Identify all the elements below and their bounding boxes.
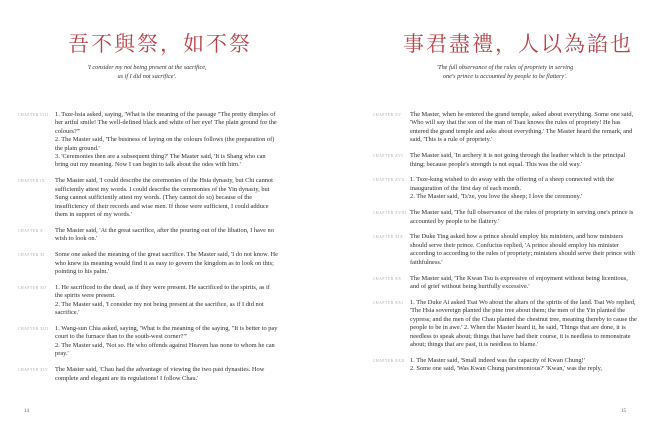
chapter-list bbox=[18, 111, 278, 390]
chapter-label: CHAPTER VIII bbox=[18, 113, 49, 117]
chapter-label: CHAPTER XVIII bbox=[373, 211, 407, 216]
heading-translation: 'I consider my not being present at the sacrifice, as if I did not sacrifice'. bbox=[87, 64, 207, 80]
chapter-entry bbox=[18, 251, 278, 276]
chapter-list bbox=[373, 111, 638, 381]
chapter-text bbox=[410, 176, 638, 201]
chapter-label: CHAPTER XIII bbox=[18, 327, 49, 332]
chapter-text bbox=[410, 233, 638, 267]
chapter-entry bbox=[373, 209, 638, 226]
page-number: 15 bbox=[621, 409, 626, 414]
verse-paragraph: 2. The Master said, 'I consider my not being present at the sacrifice, as if I did not sacrifice.' bbox=[55, 300, 264, 317]
chapter-text bbox=[55, 111, 278, 170]
chapter-text bbox=[55, 366, 278, 383]
chapter-text bbox=[410, 357, 638, 374]
chapter-label: CHAPTER XXI bbox=[373, 300, 404, 305]
verse-paragraph: 3. 'Ceremonies then are a subsequent thing?' The Master said, 'It is Shang who can bring out my meaning. Now I can begin to talk about the odes with him.' bbox=[55, 153, 266, 169]
chapter-label: CHAPTER X bbox=[18, 228, 44, 233]
page-number: 14 bbox=[24, 409, 29, 414]
chapter-label: CHAPTER XV bbox=[373, 113, 402, 117]
verse-paragraph: 2. The Master said, 'The business of laying on the colours follows (the preparation of) the plain ground.' bbox=[55, 136, 275, 152]
chapter-entry bbox=[373, 357, 638, 374]
chapter-entry bbox=[18, 111, 278, 170]
verse-paragraph: The Master said, 'In archery it is not going through the leather which is the principal thing; because people's strength is not equal. This was the old way.' bbox=[410, 152, 626, 168]
chapter-entry bbox=[18, 284, 278, 318]
chapter-label: CHAPTER XIV bbox=[18, 368, 49, 373]
chapter-text bbox=[410, 275, 638, 292]
chapter-entry bbox=[373, 176, 638, 201]
chinese-heading: 事君盡禮，人以為諂也 bbox=[403, 32, 633, 56]
verse-paragraph: 1. He sacrificed to the dead, as if they were present. He sacrificed to the spirits, as if the spirits were present. bbox=[55, 283, 270, 300]
verse-paragraph: The Master said, 'The Kwan Tsu is expressive of enjoyment without being licentious, and of grief without being hurtfully excessive.' bbox=[410, 274, 628, 290]
chapter-entry bbox=[18, 325, 278, 359]
verse-paragraph: 1. The Duke Ai asked Tsai Wo about the altars of the spirits of the land. Tsai Wo replied, 'The Hsia sovereign planted the pine tree about them; the men of the Yin planted the cypress; and the men of the Chau planted the chestnut tree, meaning thereby to cause the people to be in awe.' 2. When the Master heard it, he said, 'Things that are done, it is needless to speak about; things that have had their course, it is needless to remonstrate about; things that are past, it is needless to blame.' bbox=[410, 298, 637, 348]
chapter-label: CHAPTER XXII bbox=[373, 358, 406, 363]
chapter-label: CHAPTER XI bbox=[18, 253, 46, 258]
chapter-entry bbox=[373, 233, 638, 267]
chapter-text bbox=[55, 325, 278, 359]
right-page bbox=[325, 0, 650, 440]
chapter-entry bbox=[373, 152, 638, 169]
verse-paragraph: 1. Tsze-kung wished to do away with the offering of a sheep connected with the inauguration of the first day of each month. bbox=[410, 176, 614, 192]
chapter-text bbox=[55, 227, 278, 244]
verse-paragraph: 2. The Master said, 'Not so. He who offends against Heaven has none to whom he can pray.' bbox=[55, 341, 275, 358]
verse-paragraph: The Master said, 'The full observance of the rules of propriety in serving one's prince is accounted by people to be flattery.' bbox=[410, 209, 634, 225]
chapter-label: CHAPTER XII bbox=[18, 285, 47, 290]
chapter-entry bbox=[18, 177, 278, 219]
chapter-label: CHAPTER IX bbox=[18, 179, 46, 184]
chapter-entry bbox=[18, 227, 278, 244]
chapter-label: CHAPTER XVI bbox=[373, 154, 404, 159]
chapter-text bbox=[410, 209, 638, 226]
verse-paragraph: The Master said, 'I could describe the ceremonies of the Hsia dynasty, but Chi cannot sufficiently attest my words. I could describe the ceremonies of the Yin dynasty, but Sung cannot sufficiently attest my words. (They cannot do so) because of the insufficiency of their records and wise men. If those were sufficient, I could adduce them in support of my words.' bbox=[55, 177, 273, 218]
chapter-text bbox=[410, 152, 638, 169]
verse-paragraph: The Master, when he entered the grand temple, asked about everything. Some one said, 'Who will say that the son of the man of Tsau knows the rules of propriety! He has entered the grand temple and asks about everything.' The Master heard the remark, and said, 'This is a rule of propriety.' bbox=[410, 111, 634, 144]
chapter-entry bbox=[373, 275, 638, 292]
chapter-text bbox=[55, 177, 278, 219]
chapter-entry bbox=[373, 111, 638, 145]
chinese-heading: 吾不與祭，如不祭 bbox=[68, 32, 252, 56]
heading-translation: 'The full observance of the rules of propriety in serving one's prince is accounted by people to be flattery'. bbox=[436, 64, 574, 80]
chapter-entry bbox=[18, 366, 278, 383]
chapter-entry bbox=[373, 299, 638, 349]
verse-paragraph: 1. Wang-sun Chia asked, saying, 'What is the meaning of the saying, "It is better to pay court to the furnace than to the south-west corner?"' bbox=[55, 325, 278, 341]
chapter-text bbox=[410, 111, 638, 145]
chapter-label: CHAPTER XVII bbox=[373, 178, 406, 183]
chapter-label: CHAPTER XX bbox=[373, 276, 402, 281]
verse-paragraph: Some one asked the meaning of the great sacrifice. The Master said, 'I do not know. He who knew its meaning would find it as easy to govern the kingdom as to look on this; pointing to his palm.' bbox=[55, 251, 278, 275]
verse-paragraph: The Master said, 'Chau had the advantage of viewing the two past dynasties. How complete and elegant are its regulations! I follow Chau.' bbox=[55, 366, 265, 382]
chapter-text bbox=[55, 284, 278, 318]
verse-paragraph: The Duke Ting asked how a prince should employ his ministers, and how ministers should serve their prince. Confucius replied, 'A prince should employ his minister according to according to the rules of propriety; ministers should serve their prince with faithfulness.' bbox=[410, 233, 635, 266]
verse-paragraph: The Master said, 'At the great sacrifice, after the pouring out of the libation, I have no wish to look on.' bbox=[55, 226, 274, 243]
verse-paragraph: 2. Some one said, 'Was Kwan Chung parsimonious?' 'Kwan,' was the reply, bbox=[410, 365, 602, 373]
chapter-text bbox=[410, 299, 638, 349]
verse-paragraph: 1. The Master said, 'Small indeed was the capacity of Kwan Chung!' bbox=[410, 356, 585, 364]
chapter-label: CHAPTER XIX bbox=[373, 235, 404, 240]
verse-paragraph: 1. Tsze-hsia asked, saying, 'What is the meaning of the passage "The pretty dimples of her artful smile! The well-defined black and white of her eye! The plain ground for the colours?"' bbox=[55, 111, 277, 135]
verse-paragraph: 2. The Master said, 'Ts'ze, you love the sheep; I love the ceremony.' bbox=[410, 193, 583, 201]
chapter-text bbox=[55, 251, 278, 276]
